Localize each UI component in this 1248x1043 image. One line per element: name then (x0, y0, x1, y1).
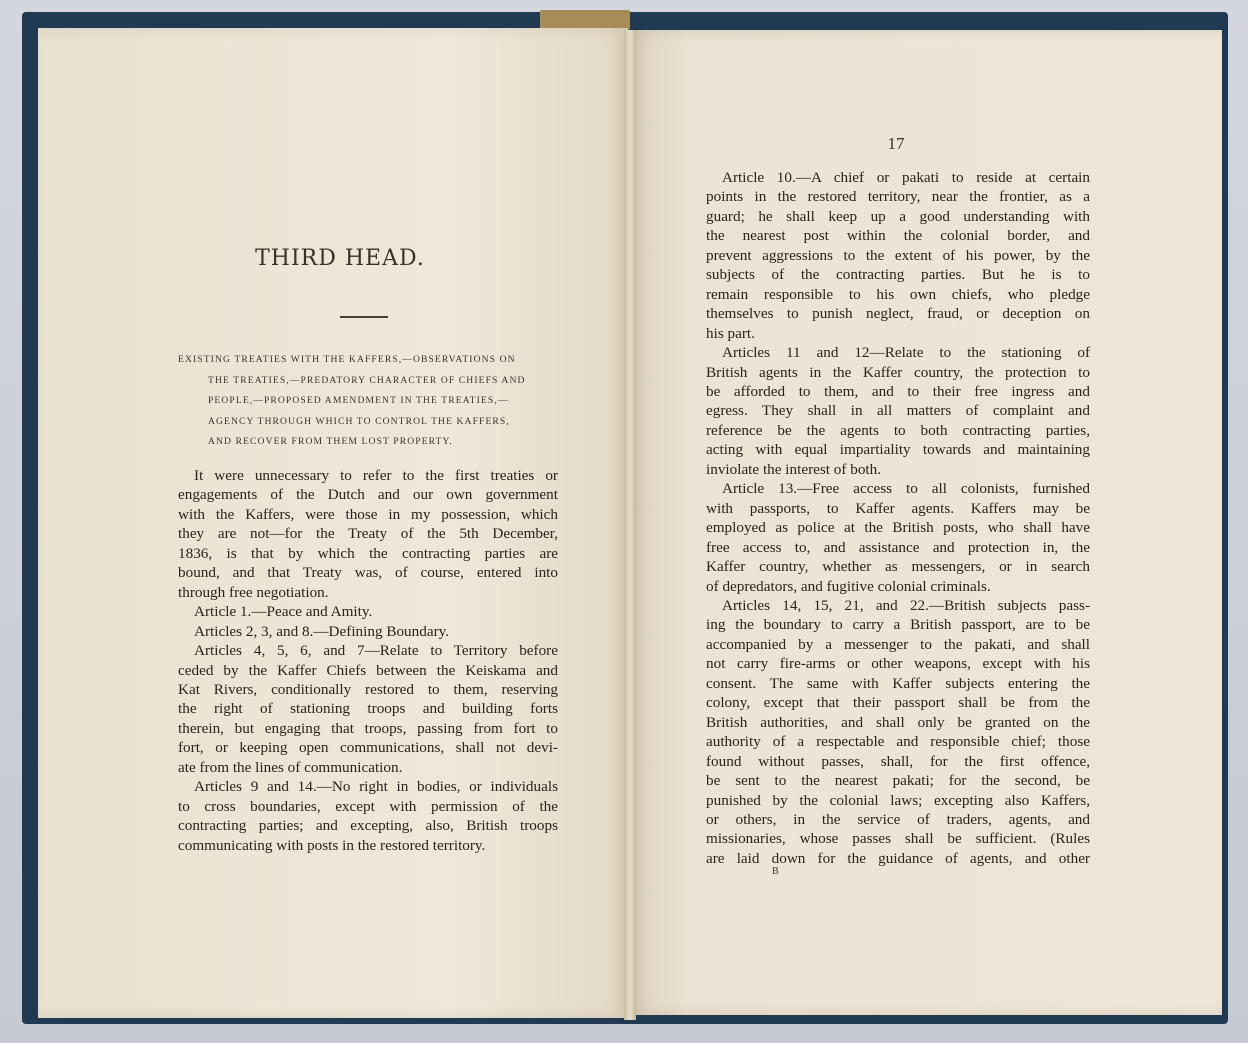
summary-line: PEOPLE,—PROPOSED AMENDMENT IN THE TREATIES,— (208, 395, 509, 406)
text-line: egress. They shall in all matters of complaint and (706, 402, 1090, 420)
text-line: Articles 14, 15, 21, and 22.—British subjects pass- (722, 596, 1090, 614)
text-line: be sent to the nearest pakati; for the second, be (706, 772, 1090, 790)
text-line: they are not—for the Treaty of the 5th December, (178, 525, 558, 543)
text-line: the right of stationing troops and building forts (178, 700, 558, 718)
summary-line: THE TREATIES,—PREDATORY CHARACTER OF CHIEFS AND (208, 374, 526, 386)
text-line: punished by the colonial laws; excepting also Kaffers, (706, 791, 1090, 809)
text-line: ceded by the Kaffer Chiefs between the Keiskama and (178, 661, 558, 679)
text-line: reference be the agents to both contracting parties, (706, 421, 1090, 439)
text-line: of depredators, and fugitive colonial criminals. (706, 577, 991, 595)
text-line: contracting parties; and excepting, also, British troops (178, 817, 558, 835)
page-number: 17 (887, 134, 905, 153)
section-heading: THIRD HEAD. (255, 246, 425, 271)
text-line: Articles 4, 5, 6, and 7—Relate to Territory before (194, 642, 558, 660)
text-line: British agents in the Kaffer country, the protection to (706, 363, 1090, 381)
text-line: bound, and that Treaty was, of course, entered into (178, 564, 558, 582)
signature-mark: B (772, 866, 780, 877)
text-line: ing the boundary to carry a British passport, are to be (706, 616, 1090, 634)
text-line: fort, or keeping open communications, shall not devi- (178, 739, 558, 757)
summary-line: EXISTING TREATIES WITH THE KAFFERS,—OBSERVATIONS ON (178, 354, 516, 365)
text-line: Articles 9 and 14.—No right in bodies, or individuals (194, 778, 558, 796)
right-body-text (706, 168, 1090, 868)
summary-line: AGENCY THROUGH WHICH TO CONTROL THE KAFFERS, (208, 415, 510, 427)
text-line: Kat Rivers, conditionally restored to them, reserving (178, 680, 558, 698)
text-line: engagements of the Dutch and our own government (178, 486, 558, 504)
left-body-text (178, 466, 558, 855)
text-line: Kaffer country, whether as messengers, or in search (706, 558, 1090, 576)
text-line: Articles 2, 3, and 8.—Defining Boundary. (194, 622, 450, 640)
text-line: with the Kaffers, were those in my possession, which (178, 505, 558, 523)
text-line: themselves to punish neglect, fraud, or deception on (706, 305, 1090, 323)
text-line: found without passes, shall, for the first offence, (706, 752, 1090, 770)
text-line: It were unnecessary to refer to the first treaties or (194, 467, 558, 484)
text-line: guard; he shall keep up a good understanding with (706, 207, 1090, 225)
text-line: points in the restored territory, near the frontier, as a (706, 188, 1090, 206)
text-line: his part. (706, 324, 755, 342)
text-line: not carry fire-arms or other weapons, except with his (706, 655, 1090, 673)
heading-rule (340, 316, 388, 318)
text-line: British authorities, and shall only be granted on the (706, 713, 1090, 731)
text-line: subjects of the contracting parties. But he is to (706, 266, 1090, 284)
text-line: missionaries, whose passes shall be sufficient. (Rules (706, 830, 1090, 848)
chapter-summary (178, 350, 558, 453)
text-line: inviolate the interest of both. (706, 460, 882, 478)
book-gutter (624, 30, 636, 1020)
text-line: colony, except that their passport shall be from the (706, 694, 1090, 712)
text-line: remain responsible to his own chiefs, who pledge (706, 285, 1090, 303)
text-line: authority of a respectable and responsible chief; those (706, 733, 1090, 751)
book-spine-edge (540, 10, 630, 30)
text-line: are laid down for the guidance of agents, and other (706, 849, 1090, 867)
text-line: or others, in the service of traders, agents, and (706, 810, 1090, 828)
text-line: with passports, to Kaffer agents. Kaffers may be (706, 499, 1090, 517)
text-line: free access to, and assistance and protection in, the (706, 538, 1090, 556)
text-line: accompanied by a messenger to the pakati, and shall (706, 635, 1090, 653)
text-line: be afforded to them, and to their free ingress and (706, 382, 1090, 400)
text-line: employed as police at the British posts, who shall have (706, 519, 1090, 537)
text-line: Article 1.—Peace and Amity. (194, 603, 373, 621)
text-line: communicating with posts in the restored territory. (178, 836, 486, 854)
text-line: the nearest post within the colonial border, and (706, 227, 1090, 245)
text-line: 1836, is that by which the contracting parties are (178, 544, 558, 562)
text-line: to cross boundaries, except with permission of the (178, 797, 558, 815)
text-line: ate from the lines of communication. (178, 758, 403, 776)
text-line: therein, but engaging that troops, passing from fort to (178, 719, 558, 737)
text-line: Article 13.—Free access to all colonists, furnished (722, 480, 1090, 498)
text-line: through free negotiation. (178, 583, 329, 601)
text-line: Article 10.—A chief or pakati to reside at certain (722, 169, 1090, 186)
text-line: acting with equal impartiality towards and maintaining (706, 441, 1090, 459)
summary-line: AND RECOVER FROM THEM LOST PROPERTY. (208, 436, 453, 447)
text-line: consent. The same with Kaffer subjects entering the (706, 674, 1090, 692)
text-line: Articles 11 and 12—Relate to the stationing of (722, 344, 1090, 362)
text-line: prevent aggressions to the extent of his power, by the (706, 246, 1090, 264)
